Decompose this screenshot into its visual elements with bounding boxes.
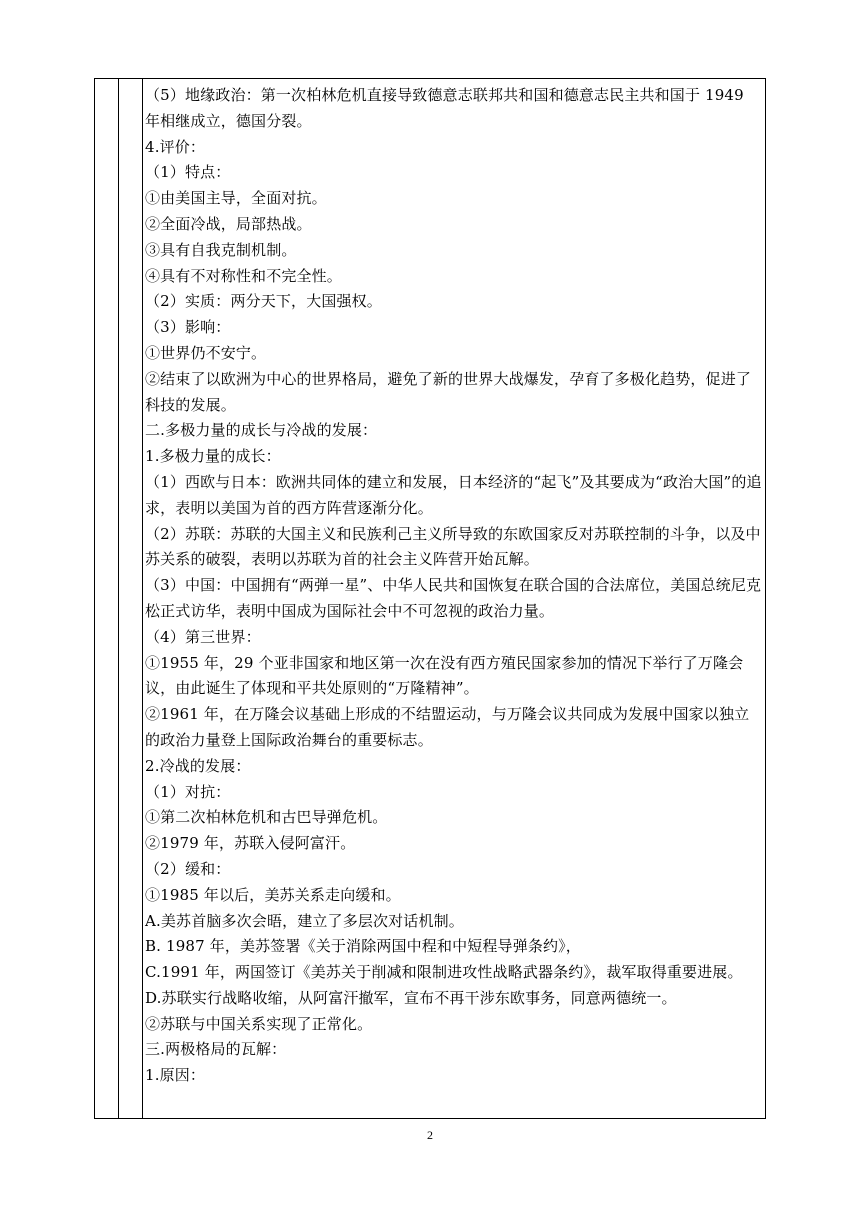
content-table xyxy=(94,78,766,1119)
paragraph: ①1985 年以后，美苏关系走向缓和。 xyxy=(145,885,401,904)
paragraph: ①世界仍不安宁。 xyxy=(145,343,267,362)
paragraph: （3）影响： xyxy=(145,318,231,337)
table-column-left xyxy=(95,79,119,1118)
paragraph: 1.原因： xyxy=(145,1066,206,1085)
paragraph: （1）特点： xyxy=(145,163,231,182)
section-heading: 三.两极格局的瓦解： xyxy=(145,1040,287,1059)
table-content-cell xyxy=(145,83,763,1089)
paragraph: ④具有不对称性和不完全性。 xyxy=(145,266,342,285)
paragraph: （2）缓和： xyxy=(145,859,231,878)
paragraph: ②1979 年，苏联入侵阿富汗。 xyxy=(145,834,356,853)
paragraph: ③具有自我克制机制。 xyxy=(145,240,297,259)
paragraph: （5）地缘政治：第一次柏林危机直接导致德意志联邦共和国和德意志民主共和国于 1949 年相继成立，德国分裂。 xyxy=(145,86,744,130)
paragraph: 1.多极力量的成长： xyxy=(145,447,281,466)
paragraph: ①第二次柏林危机和古巴导弹危机。 xyxy=(145,808,388,827)
paragraph: （4）第三世界： xyxy=(145,627,261,646)
paragraph: （1）对抗： xyxy=(145,782,231,801)
paragraph: 2.冷战的发展： xyxy=(145,756,251,775)
paragraph: ②1961 年，在万隆会议基础上形成的不结盟运动，与万隆会议共同成为发展中国家以独立的政治力量登上国际政治舞台的重要标志。 xyxy=(145,705,750,749)
paragraph: C.1991 年，两国签订《美苏关于削减和限制进攻性战略武器条约》，裁军取得重要进展。 xyxy=(145,963,743,982)
paragraph: 4.评价： xyxy=(145,137,206,156)
paragraph: （2）苏联：苏联的大国主义和民族利己主义所导致的东欧国家反对苏联控制的斗争，以及中苏关系的破裂，表明以苏联为首的社会主义阵营开始瓦解。 xyxy=(145,524,761,569)
paragraph: ①由美国主导，全面对抗。 xyxy=(145,189,327,208)
table-column-middle xyxy=(119,79,143,1118)
paragraph: ②苏联与中国关系实现了正常化。 xyxy=(145,1014,373,1033)
paragraph: ②全面冷战，局部热战。 xyxy=(145,214,312,233)
section-heading: 二.多极力量的成长与冷战的发展： xyxy=(145,421,378,440)
paragraph: D.苏联实行战略收缩，从阿富汗撤军，宣布不再干涉东欧事务，同意两德统一。 xyxy=(145,988,677,1007)
page-number: 2 xyxy=(427,1128,433,1142)
paragraph: A.美苏首脑多次会晤，建立了多层次对话机制。 xyxy=(145,911,464,930)
paragraph: （1）西欧与日本：欧洲共同体的建立和发展，日本经济的“起飞”及其要成为“政治大国”的追求，表明以美国为首的西方阵营逐渐分化。 xyxy=(145,472,762,517)
paragraph: ②结束了以欧洲为中心的世界格局，避免了新的世界大战爆发，孕育了多极化趋势，促进了科技的发展。 xyxy=(145,369,752,414)
paragraph: ①1955 年，29 个亚非国家和地区第一次在没有西方殖民国家参加的情况下举行了万隆会议，由此诞生了体现和平共处原则的“万隆精神”。 xyxy=(145,653,744,698)
paragraph: （3）中国：中国拥有“两弹一星”、中华人民共和国恢复在联合国的合法席位，美国总统尼克松正式访华，表明中国成为国际社会中不可忽视的政治力量。 xyxy=(145,576,762,620)
paragraph: B. 1987 年，美苏签署《关于消除两国中程和中短程导弹条约》， xyxy=(145,937,581,956)
paragraph: （2）实质：两分天下，大国强权。 xyxy=(145,292,382,311)
